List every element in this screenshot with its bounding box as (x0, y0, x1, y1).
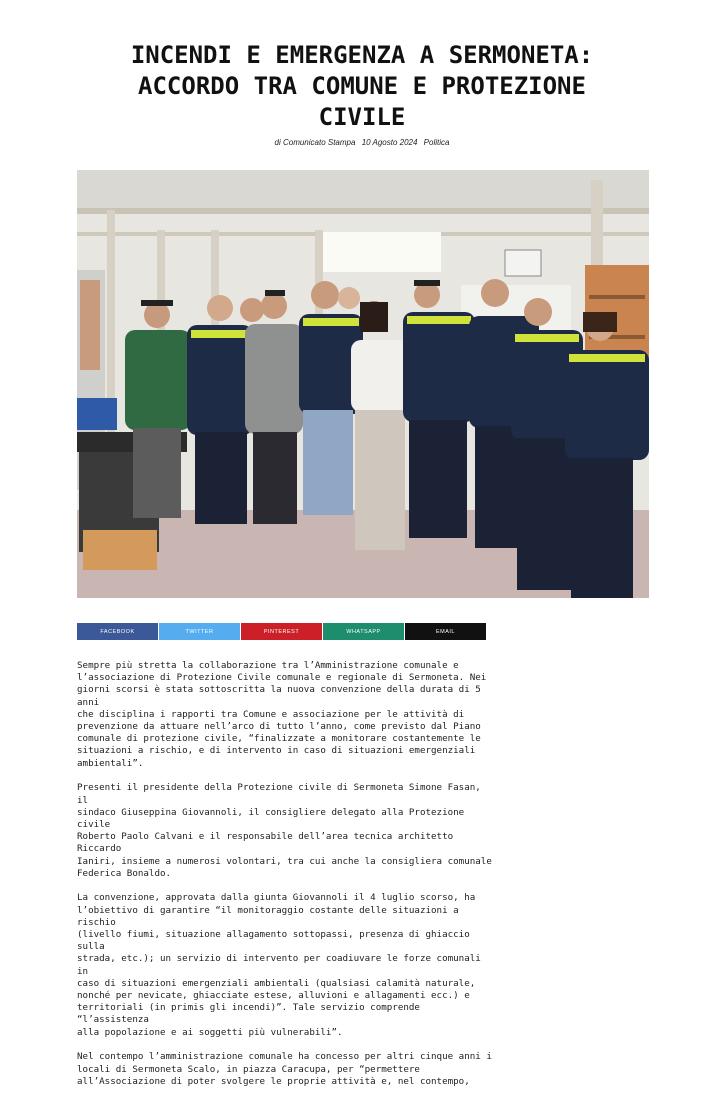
share-bar (77, 623, 486, 640)
share-twitter-button[interactable]: TWITTER (159, 623, 240, 640)
byline-author[interactable]: di Comunicato Stampa (274, 138, 356, 147)
share-email-button[interactable]: EMAIL (405, 623, 486, 640)
article-paragraph: Nel contempo l’amministrazione comunale ha concesso per altri cinque anni i locali di Sermoneta Scalo, in piazza Caracupa, per “permettere all’Associazione di poter svolgere le proprie attività e, nel contempo, (77, 1051, 492, 1087)
byline-category[interactable]: Politica (423, 138, 450, 147)
article-paragraph: Sempre più stretta la collaborazione tra l’Amministrazione comunale e l’associazione di Protezione Civile comunale e regionale di Sermoneta. Nei giorni scorsi è stata sottoscritta la nuova convenzione della durata di 5 anni che disciplina i rapporti tra Comune e associazione per le attività di prevenzione da attuare nell’arco di tutto l’anno, come previsto dal Piano comunale di protezione civile, “finalizzate a monitorare costantemente le situazioni a rischio, e di intervento in caso di situazioni emergenziali ambientali”. (77, 660, 487, 769)
group-photo-illustration (77, 170, 649, 598)
share-facebook-button[interactable]: FACEBOOK (77, 623, 158, 640)
article-paragraph: La convenzione, approvata dalla giunta Giovannoli il 4 luglio scorso, ha l’obiettivo di garantire “il monitoraggio costante delle situazioni a rischio (livello fiumi, situazione allagamento sottopassi, presenza di ghiaccio sulla strada, etc.); un servizio di intervento per coadiuvare le forze comunali in caso di situazioni emergenziali ambientali (qualsiasi calamità naturale, nonché per nevicate, ghiacciate estese, alluvioni e allagamenti ecc.) e territoriali (in primis gli incendi)”. Tale servizio comprende “l’assistenza alla popolazione e ai soggetti più vulnerabili”. (77, 892, 481, 1038)
byline-date: 10 Agosto 2024 (361, 138, 418, 147)
article-paragraph: Presenti il presidente della Protezione civile di Sermoneta Simone Fasan, il sindaco Giuseppina Giovannoli, il consigliere delegato alla Protezione civile Roberto Paolo Calvani e il responsabile dell’area tecnica architetto Riccardo Ianiri, insieme a numerosi volontari, tra cui anche la consigliera comunale Federica Bonaldo. (77, 782, 492, 879)
article-title: INCENDI E EMERGENZA A SERMONETA: ACCORDO TRA COMUNE E PROTEZIONE CIVILE (130, 41, 594, 131)
share-pinterest-button[interactable]: PINTEREST (241, 623, 322, 640)
article-photo (77, 170, 649, 598)
share-whatsapp-button[interactable]: WHATSAPP (323, 623, 404, 640)
article-byline (70, 138, 654, 147)
article-body (77, 660, 497, 1101)
